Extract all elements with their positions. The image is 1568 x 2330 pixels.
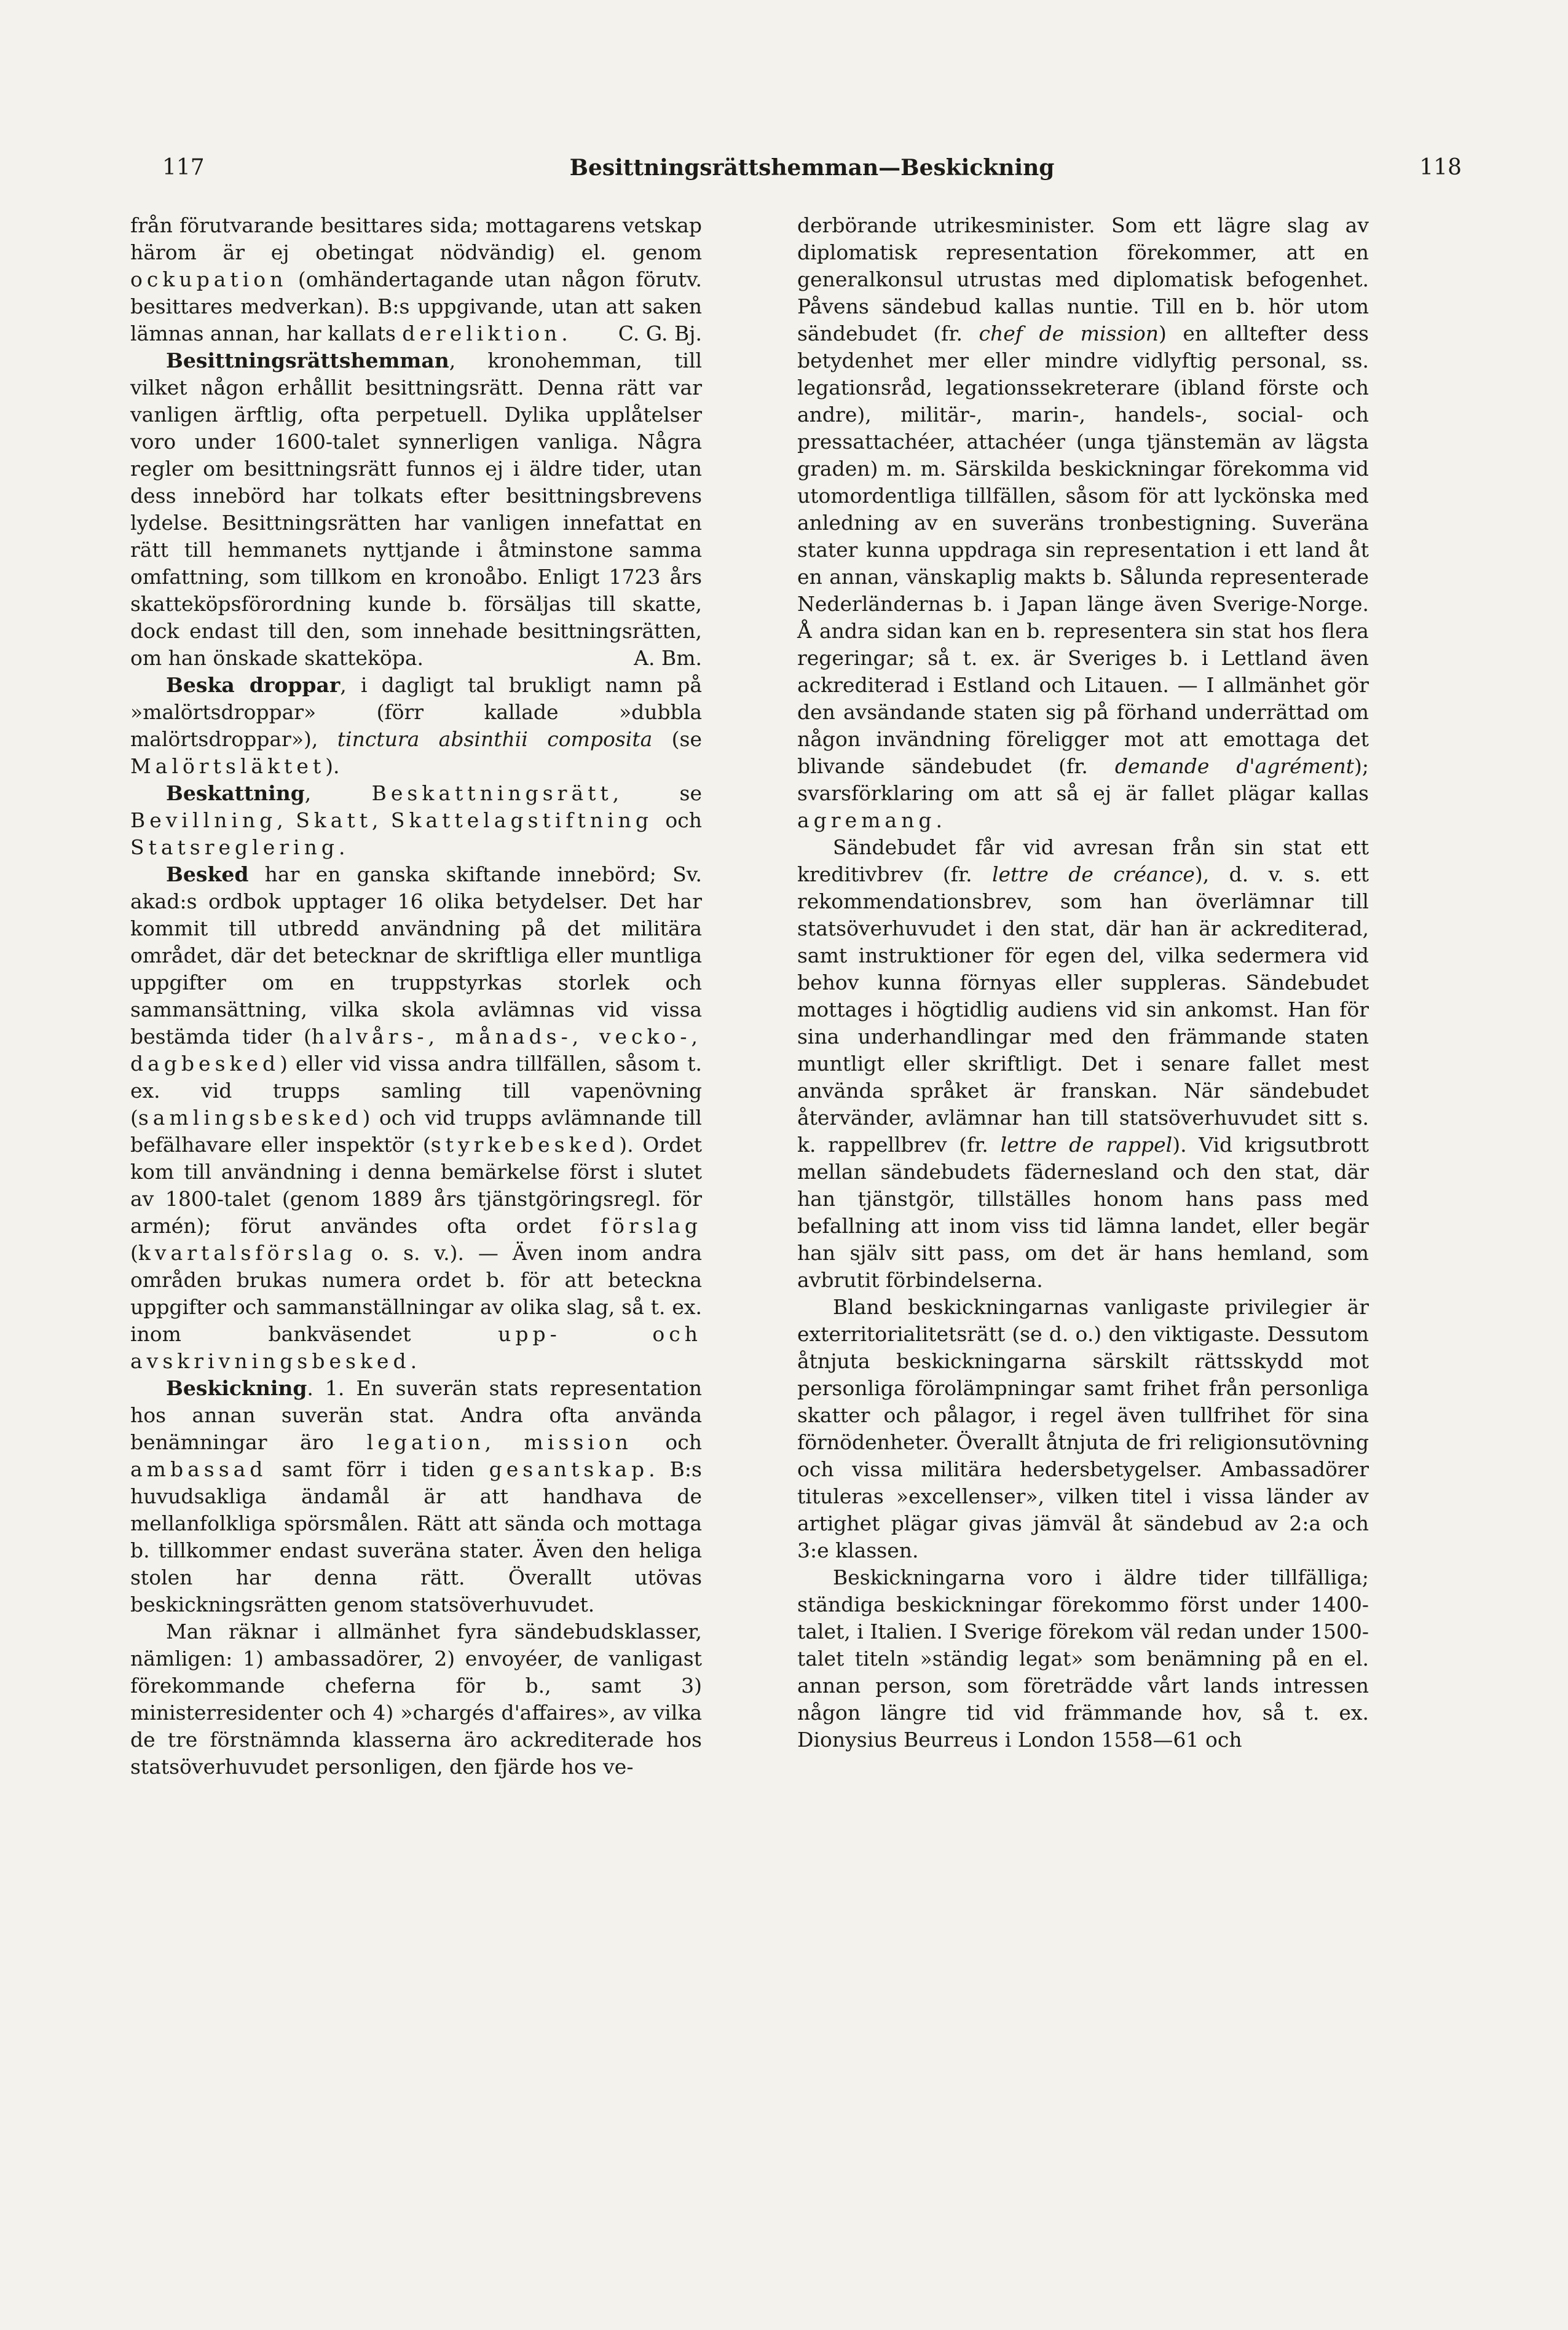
- spaced-term: legation: [366, 1430, 485, 1454]
- page-number-left: 117: [162, 155, 205, 180]
- page-number-right: 118: [1419, 155, 1462, 180]
- spaced-term: agremang: [797, 808, 936, 832]
- spaced-term: gesantskap: [489, 1457, 649, 1481]
- entry-beskattning: [130, 780, 702, 861]
- text: ,: [277, 808, 296, 832]
- text: och: [653, 808, 703, 832]
- text: .: [410, 1349, 417, 1373]
- text: .: [936, 808, 942, 832]
- running-head: Besittningsrättshemman—Beskickning: [569, 155, 1055, 181]
- text: samt förr i tiden: [267, 1457, 489, 1481]
- entry-besked: [130, 861, 702, 1375]
- left-column: [130, 212, 702, 1781]
- right-column: [797, 212, 1369, 1753]
- headword: Beskickning: [166, 1376, 307, 1400]
- text: ).: [325, 754, 340, 778]
- spaced-term: ambassad: [130, 1457, 267, 1481]
- headword: Beska droppar: [166, 673, 341, 697]
- paragraph-historia: [797, 1564, 1369, 1753]
- text: , i dagligt tal brukligt namn på »malörtsdroppar» (förr kallade »dubbla malörtsdroppar»),: [130, 673, 702, 751]
- text: .: [561, 321, 568, 345]
- headword: Beskattning: [166, 781, 305, 805]
- spaced-term: förslag: [600, 1214, 702, 1238]
- paragraph-kreditivbrev: [797, 834, 1369, 1294]
- text: derbörande utrikesminister. Som ett lägre slag av diplomatisk representation förekommer, att en generalkonsul utrustas med diplomatisk befogenhet. Påvens sändebud kallas nuntie. Till en b. hör utom sändebudet (fr.: [797, 213, 1369, 345]
- text: har en ganska skiftande innebörd; Sv. akad:s ordbok upptager 16 olika betydelser. Det har kommit till utbredd användning på det militära området, där det betecknar de skriftliga eller muntliga uppgifter om en truppstyrkas storlek och sammansättning, vilka skola avlämnas vid vissa bestämda tider (: [130, 862, 702, 1049]
- author-signature: C. G. Bj.: [618, 321, 702, 345]
- text: ). Ordet kom till användning i denna bemärkelse först i slutet av 1800-talet (genom 1889 års tjänstgöringsregl. för armén); förut användes ofta ordet: [130, 1133, 702, 1238]
- text: Bland beskickningarnas vanligaste privilegier är exterritorialitetsrätt (se d. o.) den viktigaste. Dessutom åtnjuta beskickningarna särskilt rättsskydd mot personliga förolämpningar samt frihet från personliga skatter och pålagor, i regel även tullfrihet för sina förnödenheter. Överallt åtnjuta de fri religionsutövning och vissa militära hedersbetygelser. Ambassadörer tituleras »excellenser», vilken titel i vissa länder av artighet plägar givas jämväl åt sändebud av 2:a och 3:e klassen.: [797, 1295, 1369, 1562]
- spaced-term: kvartalsförslag: [138, 1241, 357, 1265]
- text: (se: [652, 727, 702, 751]
- spaced-term: Skatt: [296, 808, 372, 832]
- text: o. s. v.). — Även inom andra områden brukas numera ordet b. för att beteckna uppgifter och sammanställningar av olika slag, så t. ex. inom bankväsendet: [130, 1241, 702, 1346]
- entry-besittningsrattshemman: [130, 347, 702, 672]
- text: (omhändertagande utan någon förutv. besittares medverkan). B:s uppgivande, utan att saken lämnas annan, har kallats: [130, 267, 702, 345]
- spaced-term: Statsreglering: [130, 835, 339, 859]
- spaced-term: styrkebesked: [430, 1133, 620, 1157]
- spaced-term: Beskattningsrätt: [371, 781, 613, 805]
- spaced-term: Bevillning: [130, 808, 277, 832]
- text: Beskickningarna voro i äldre tider tillfälliga; ständiga beskickningar förekommo först under 1400-talet, i Italien. I Sverige förekom väl redan under 1500-talet titeln »ständig legat» som benämning på en el. annan person, som företrädde vårt lands intressen någon längre tid vid främmande hov, så t. ex. Dionysius Beurreus i London 1558—61 och: [797, 1565, 1369, 1752]
- text: , se: [612, 781, 702, 805]
- spaced-term: samlingsbesked: [138, 1106, 363, 1130]
- text: ,: [484, 1430, 524, 1454]
- text: .: [338, 835, 345, 859]
- text: ,: [304, 781, 372, 805]
- italic-term: demande d'agrément: [1114, 754, 1354, 778]
- paragraph-privilegier: [797, 1294, 1369, 1564]
- text: ). Vid krigsutbrott mellan sändebudets fädernesland och den stat, där han tjänstgör, tillställes honom hans pass med befallning att inom viss tid lämna landet, eller begär han själv sitt pass, om det är hans hemland, som avbrutit förbindelserna.: [797, 1133, 1369, 1292]
- page-header: [162, 155, 1462, 192]
- text: Man räknar i allmänhet fyra sändebudsklasser, nämligen: 1) ambassadörer, 2) envoyéer, de vanligast förekommande cheferna för b., samt 3) ministerresidenter och 4) »chargés d'affaires», av vilka de tre förstnämnda klasserna äro ackrediterade hos statsöverhuvudet personligen, den fjärde hos ve-: [130, 1620, 702, 1779]
- italic-term: chef de mission: [979, 321, 1159, 345]
- text: ); svarsförklaring om att så ej är fallet plägar kallas: [797, 754, 1369, 805]
- text: ), d. v. s. ett rekommendationsbrev, som han överlämnar till statsöverhuvudet i den stat, där han är ackrediterad, samt instruktioner för egen del, vilka sedermera vid behov kunna förnyas eller suppleras. Sändebudet mottages i högtidlig audiens vid sin ankomst. Han för sina underhandlingar med den främmande staten muntligt eller skriftligt. Det i senare fallet mest använda språket är franskan. När sändebudet återvänder, avlämnar han till statsöverhuvudet sitt s. k. rappellbrev (fr.: [797, 862, 1369, 1157]
- text: . B:s huvudsakliga ändamål är att handhava de mellanfolkliga spörsmålen. Rätt att sända och mottaga b. tillkommer endast suveräna stater. Även den heliga stolen har denna rätt. Överallt utövas beskickningsrätten genom statsöverhuvudet.: [130, 1457, 702, 1616]
- paragraph-sandebudsklasser: [130, 1618, 702, 1781]
- text: ) eller vid vissa andra tillfällen, såsom t. ex. vid trupps samling till vapenövning (: [130, 1052, 702, 1130]
- spaced-term: halvårs-, månads-, vecko-, dagbesked: [130, 1025, 702, 1076]
- spaced-term: mission: [524, 1430, 632, 1454]
- text: ) och vid trupps avlämnande till befälhavare eller inspektör (: [130, 1106, 702, 1157]
- text: Sändebudet får vid avresan från sin stat ett kreditivbrev (fr.: [797, 835, 1369, 886]
- entry-continuation: [130, 212, 702, 347]
- text: ) en alltefter dess betydenhet mer eller mindre vidlyftig personal, ss. legationsråd, legationssekreterare (ibland förste och andre), militär-, marin-, handels-, social- och pressattachéer, attachéer (unga tjänstemän av lägsta graden) m. m. Särskilda beskickningar förekomma vid utomordentliga tillfällen, såsom för att lyckönska med anledning av en suveräns tronbestigning. Suveräna stater kunna uppdraga sin representation i ett land åt en annan, vänskaplig makts b. Sålunda representerade Nederländernas b. i Japan länge även Sverige-Norge. Å andra sidan kan en b. representera sin stat hos flera regeringar; så t. ex. är Sveriges b. i Lettland även ackrediterad i Estland och Litauen. — I allmänhet gör den avsändande staten sig på förhand underrättad om någon invändning föreligger mot att emottaga det blivande sändebudet (fr.: [797, 321, 1369, 778]
- text: , kronohemman, till vilket någon erhållit besittningsrätt. Denna rätt var vanligen ärftlig, ofta perpetuell. Dylika upplåtelser voro under 1600-talet synnerligen vanliga. Några regler om besittningsrätt funnos ej i äldre tider, utan dess innebörd har tolkats efter besittningsbrevens lydelse. Besittningsrätten har vanligen innefattat en rätt till hemmanets nyttjande i åtminstone samma omfattning, som tillkom en kronoåbo. Enligt 1723 års skatteköpsförordning kunde b. försäljas till skatte, dock endast till den, som innehade besittningsrätten, om han önskade skatteköpa.: [130, 348, 702, 670]
- italic-term: tinctura absinthii composita: [337, 727, 653, 751]
- text: och: [632, 1430, 702, 1454]
- headword: Besked: [166, 862, 249, 886]
- spaced-term: upp- och avskrivningsbesked: [130, 1322, 703, 1373]
- spaced-term: ockupation: [130, 267, 288, 291]
- text: ,: [372, 808, 391, 832]
- entry-beskickning: [130, 1375, 702, 1618]
- spaced-term: dereliktion: [402, 321, 562, 345]
- paragraph-continuation: [797, 212, 1369, 834]
- spaced-term: Malörtsläktet: [130, 754, 326, 778]
- author-signature: A. Bm.: [634, 646, 702, 670]
- italic-term: lettre de rappel: [1000, 1133, 1173, 1157]
- text: . 1. En suverän stats representation hos annan suverän stat. Andra ofta använda benämningar äro: [130, 1376, 702, 1454]
- entry-beska-droppar: [130, 672, 702, 780]
- text: från förutvarande besittares sida; mottagarens vetskap härom är ej obetingat nödvändig) el. genom: [130, 213, 702, 264]
- text: (: [130, 1241, 138, 1265]
- spaced-term: Skattelagstiftning: [390, 808, 653, 832]
- italic-term: lettre de créance: [991, 862, 1195, 886]
- headword: Besittningsrättshemman: [166, 348, 449, 372]
